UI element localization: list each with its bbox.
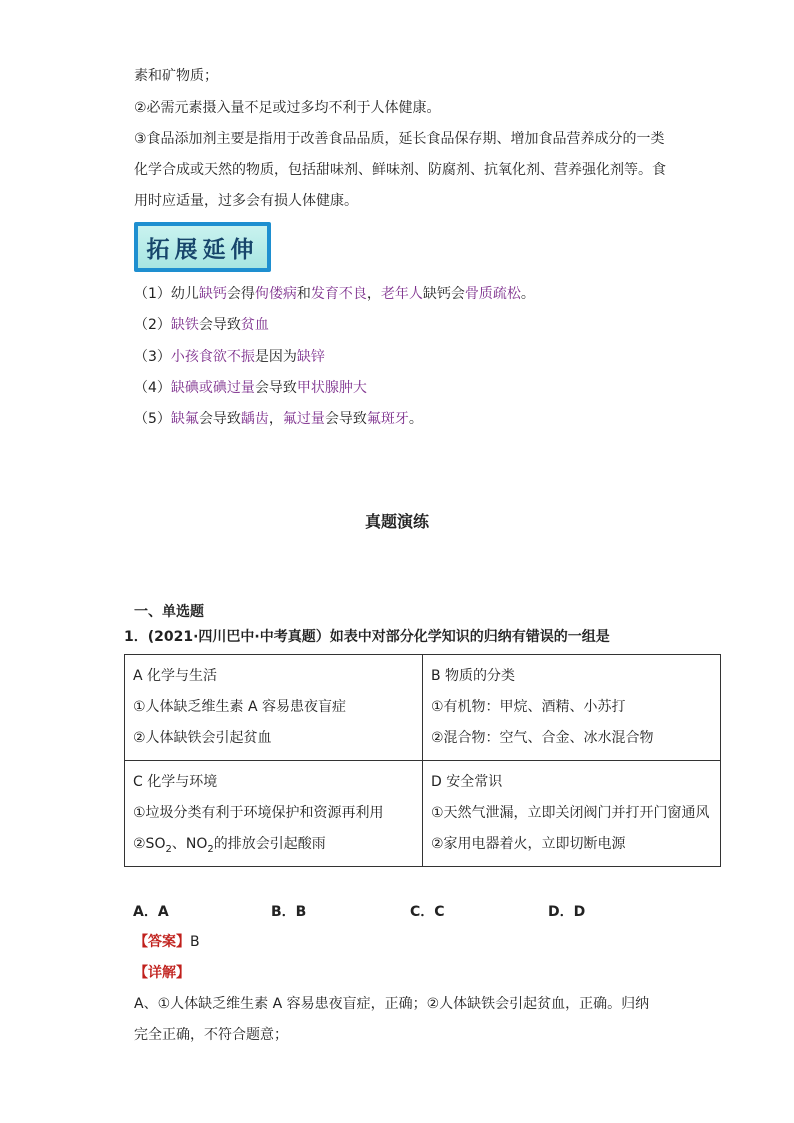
answer-line — [134, 932, 200, 952]
highlight-term: 缺氟 — [170, 411, 199, 427]
formula-part: 、NO — [171, 836, 208, 852]
plain-text: 缺钙会 — [422, 286, 465, 302]
plain-text: 会得 — [226, 286, 255, 302]
highlight-term: 氟斑牙 — [366, 411, 409, 427]
answer-value: B — [190, 934, 200, 950]
detail-text-line: A、①人体缺乏维生素 A 容易患夜盲症，正确；②人体缺铁会引起贫血，正确。归纳 — [134, 996, 650, 1012]
extension-item — [134, 347, 325, 367]
plain-text: 。 — [520, 286, 535, 302]
cell-title: D 安全常识 — [431, 774, 503, 790]
extension-item — [134, 378, 367, 398]
question-type-heading: 一、单选题 — [134, 604, 204, 620]
plain-text: 会导致 — [198, 317, 241, 333]
cell-line: ①垃圾分类有利于环境保护和资源再利用 — [133, 805, 384, 821]
option-a: A．A — [133, 904, 169, 920]
knowledge-table — [124, 654, 721, 867]
formula-subscript: 2 — [165, 843, 172, 855]
item-number: （5） — [134, 411, 171, 427]
body-text-line: ③食品添加剂主要是指用于改善食品品质，延长食品保存期、增加食品营养成分的一类 — [134, 131, 665, 147]
extension-banner-label: 拓展延伸 — [138, 226, 267, 268]
option-c: C．C — [410, 904, 445, 920]
cell-line: ②混合物：空气、合金、冰水混合物 — [431, 730, 654, 746]
cell-title: C 化学与环境 — [133, 774, 218, 790]
plain-text: 是因为 — [254, 349, 297, 365]
cell-line: ①天然气泄漏，立即关闭阀门并打开门窗通风 — [431, 805, 710, 821]
detail-text-line: 完全正确，不符合题意； — [134, 1027, 288, 1043]
question-stem: 1．(2021·四川巴中·中考真题）如表中对部分化学知识的归纳有错误的一组是 — [124, 629, 610, 645]
formula-part: ②SO — [133, 836, 166, 852]
highlight-term: 氟过量 — [282, 411, 325, 427]
highlight-term: 贫血 — [240, 317, 269, 333]
plain-text: ， — [366, 286, 381, 302]
table-cell-d — [423, 761, 721, 867]
plain-text: 会导致 — [198, 411, 241, 427]
item-number: （4） — [134, 380, 171, 396]
highlight-term: 老年人 — [380, 286, 423, 302]
item-number: （3） — [134, 349, 171, 365]
item-number: （1）幼儿 — [134, 286, 199, 302]
formula-part: 的排放会引起酸雨 — [213, 836, 326, 852]
highlight-term: 小孩食欲不振 — [170, 349, 255, 365]
option-d: D．D — [548, 904, 586, 920]
highlight-term: 缺碘或碘过量 — [170, 380, 255, 396]
answer-label: 【答案】 — [134, 934, 190, 950]
plain-text: 和 — [296, 286, 311, 302]
body-text-line: 化学合成或天然的物质，包括甜味剂、鲜味剂、防腐剂、抗氧化剂、营养强化剂等。食 — [134, 162, 666, 178]
body-text-line: ②必需元素摄入量不足或过多均不利于人体健康。 — [134, 100, 441, 116]
highlight-term: 发育不良 — [310, 286, 367, 302]
highlight-term: 缺钙 — [198, 286, 227, 302]
highlight-term: 缺铁 — [170, 317, 199, 333]
table-cell-a — [125, 655, 423, 761]
detail-label-line — [134, 963, 190, 983]
cell-title: B 物质的分类 — [431, 668, 516, 684]
highlight-term: 佝偻病 — [254, 286, 297, 302]
cell-line: ②人体缺铁会引起贫血 — [133, 730, 272, 746]
extension-banner — [134, 222, 271, 272]
section-title: 真题演练 — [364, 512, 429, 531]
option-b: B．B — [271, 904, 307, 920]
cell-line: ②家用电器着火，立即切断电源 — [431, 836, 626, 852]
table-cell-c — [125, 761, 423, 867]
cell-title: A 化学与生活 — [133, 668, 218, 684]
highlight-term: 甲状腺肿大 — [296, 380, 367, 396]
plain-text: ， — [268, 411, 283, 427]
highlight-term: 缺锌 — [296, 349, 325, 365]
table-cell-b — [423, 655, 721, 761]
detail-label: 【详解】 — [134, 965, 190, 981]
plain-text: 。 — [408, 411, 423, 427]
cell-line — [133, 829, 414, 860]
highlight-term: 龋齿 — [240, 411, 269, 427]
body-text-line: 用时应适量，过多会有损人体健康。 — [134, 193, 358, 209]
body-text-line: 素和矿物质； — [134, 68, 218, 84]
item-number: （2） — [134, 317, 171, 333]
highlight-term: 骨质疏松 — [464, 286, 521, 302]
cell-line: ①人体缺乏维生素 A 容易患夜盲症 — [133, 699, 347, 715]
plain-text: 会导致 — [254, 380, 297, 396]
extension-item — [134, 409, 423, 429]
cell-line: ①有机物：甲烷、酒精、小苏打 — [431, 699, 626, 715]
extension-item — [134, 284, 535, 304]
plain-text: 会导致 — [324, 411, 367, 427]
formula-subscript: 2 — [207, 843, 214, 855]
extension-item — [134, 315, 269, 335]
